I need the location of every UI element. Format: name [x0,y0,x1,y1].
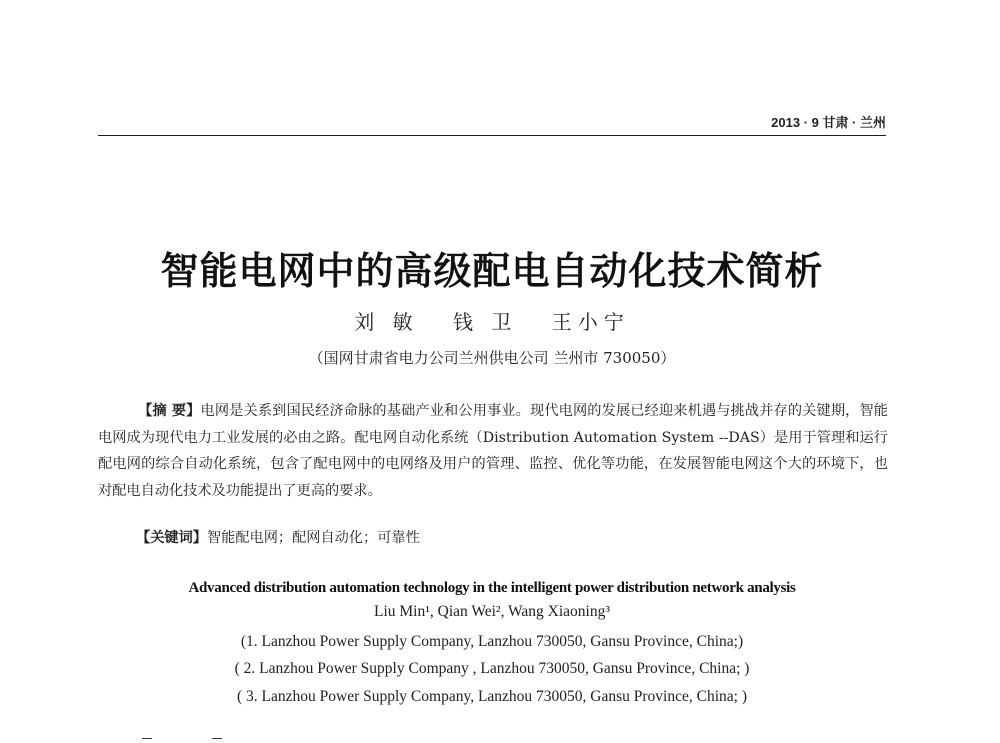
author-cn-2: 钱 卫 [453,310,518,334]
abstract-block [98,398,888,504]
affiliation-en-3: ( 3. Lanzhou Power Supply Company, Lanzhou 730050, Gansu Province, China; ) [237,688,747,705]
keywords-label: 【关键词】 [136,530,207,546]
affiliation-en-1: (1. Lanzhou Power Supply Company, Lanzhou 730050, Gansu Province, China;) [240,633,744,650]
keywords-block [136,527,888,547]
section-bracket-right [212,738,222,743]
abstract-text: 电网是关系到国民经济命脉的基础产业和公用事业。现代电网的发展已经迎来机遇与挑战并存的关键期，智能电网成为现代电力工业发展的必由之路。配电网自动化系统（Distribution Automation System --DAS）是用于管理和运行配电网的综合自动化系统，包含了配电网中的电网络及用户的管理、监控、优化等功能，在发展智能电网这个大的环境下，也对配电自动化技术及功能提出了更高的要求。 [98,403,888,499]
header-divider [98,135,886,136]
authors-en: Liu Min¹, Qian Wei², Wang Xiaoning³ [373,603,611,620]
author-cn-1: 刘 敏 [354,310,419,334]
abstract-label: 【摘 要】 [138,403,201,419]
keywords-text: 智能配电网；配网自动化；可靠性 [206,530,420,546]
author-cn-3: 王小宁 [551,310,630,334]
section-bracket-left [142,738,152,743]
affiliation-en-2: ( 2. Lanzhou Power Supply Company , Lanzhou 730050, Gansu Province, China; ) [234,660,750,677]
paper-title-en: Advanced distribution automation technology in the intelligent power distribution network analysis [188,580,796,596]
authors-cn [0,306,984,335]
paper-title-cn: 智能电网中的高级配电自动化技术简析 [160,248,824,293]
journal-issue-info: 2013 · 9 甘肃 · 兰州 [771,115,886,130]
affiliation-cn: （国网甘肃省电力公司兰州供电公司 兰州市 730050） [308,349,676,367]
